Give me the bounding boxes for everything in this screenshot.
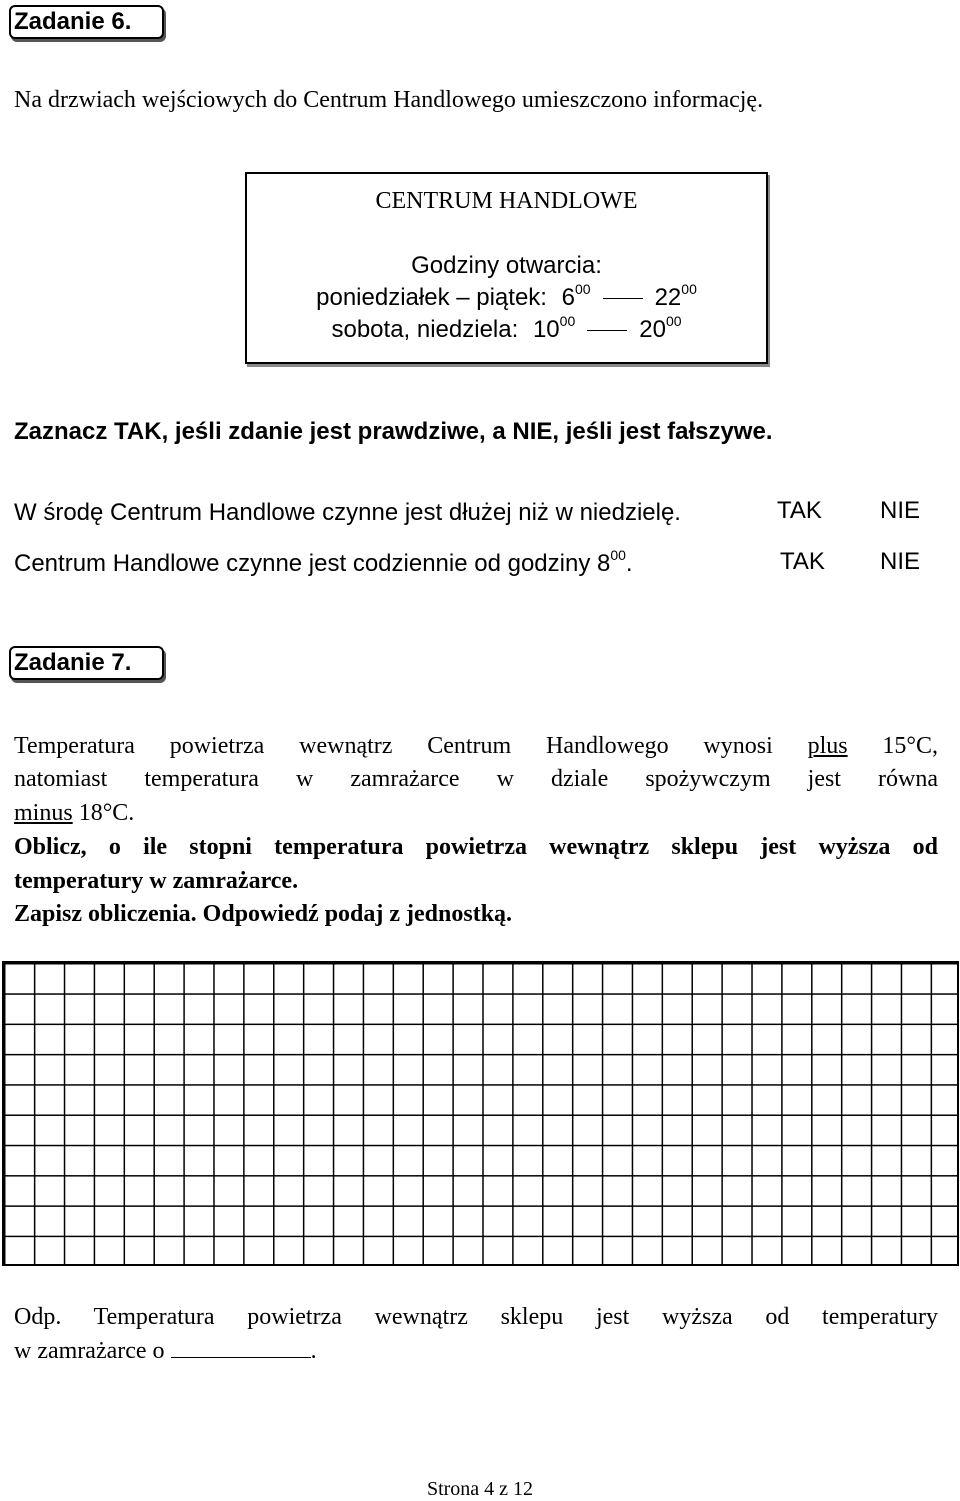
store-notice: [245, 172, 768, 364]
statement-2-text: [14, 548, 633, 580]
answer-end: .: [310, 1338, 317, 1364]
weekend-open-hour: 10: [532, 316, 560, 343]
calculation-grid[interactable]: [2, 961, 959, 1266]
answer-blank[interactable]: [171, 1335, 311, 1358]
statement-1-text: W środę Centrum Handlowe czynne jest dłużej niż w niedzielę.: [14, 499, 681, 526]
task-6-badge: Zadanie 6.: [9, 5, 164, 39]
task-7-question-line-3: Zapisz obliczenia. Odpowiedź podaj z jednostką.: [14, 901, 513, 927]
answer-line-2: [14, 1335, 317, 1367]
minus-word: minus: [14, 800, 73, 826]
dash: [587, 330, 627, 331]
dash: [603, 298, 643, 299]
text: 18°C.: [78, 800, 135, 826]
statement-2-no[interactable]: NIE: [880, 548, 921, 575]
plus-word: plus: [807, 733, 848, 759]
page-number: Strona 4 z 12: [426, 1478, 534, 1500]
weekend-open-min: 00: [559, 313, 576, 329]
statement-2-sup: 00: [610, 547, 626, 563]
weekend-close-min: 00: [665, 313, 682, 329]
statement-2-main: Centrum Handlowe czynne jest codziennie od godziny 8: [14, 550, 611, 577]
task-7-question-line-1: Oblicz, o ile stopni temperatura powietrza wewnątrz sklepu jest wyższa od: [14, 834, 938, 860]
weekend-close-hour: 20: [639, 316, 666, 343]
text: Temperatura powietrza wewnątrz Centrum Handlowego wynosi: [14, 733, 773, 759]
statement-2-end: .: [625, 550, 633, 577]
task-7-question-line-2: temperatury w zamrażarce.: [14, 868, 299, 894]
notice-hours-label: Godziny otwarcia:: [411, 252, 602, 279]
task-6-intro: Na drzwiach wejściowych do Centrum Handlowego umieszczono informację.: [14, 87, 764, 113]
weekday-open-hour: 6: [561, 284, 575, 311]
task-7-line-1: [14, 730, 938, 762]
task-6-instruction: Zaznacz TAK, jeśli zdanie jest prawdziwe, a NIE, jeśli jest fałszywe.: [14, 418, 773, 445]
notice-weekend-hours: [247, 313, 766, 344]
answer-line-1: Odp. Temperatura powietrza wewnątrz sklepu jest wyższa od temperatury: [14, 1304, 938, 1330]
statement-2-yes[interactable]: TAK: [780, 548, 825, 575]
task-7-line-2: natomiast temperatura w zamrażarce w dziale spożywczym jest równa: [14, 766, 938, 792]
task-7-line-3: [14, 797, 134, 829]
weekday-label: poniedziałek – piątek:: [316, 284, 547, 311]
weekend-label: sobota, niedziela:: [331, 316, 519, 343]
text: 15°C,: [882, 733, 939, 759]
weekday-close-min: 00: [681, 281, 697, 297]
notice-weekday-hours: [247, 281, 766, 312]
task-7-badge: Zadanie 7.: [9, 646, 164, 680]
weekday-open-min: 00: [575, 281, 591, 297]
statement-1-yes[interactable]: TAK: [777, 497, 822, 524]
answer-prefix: w zamrażarce o: [14, 1338, 165, 1364]
statement-1-no[interactable]: NIE: [880, 497, 921, 524]
weekday-close-hour: 22: [654, 284, 682, 311]
notice-title: CENTRUM HANDLOWE: [375, 188, 638, 214]
